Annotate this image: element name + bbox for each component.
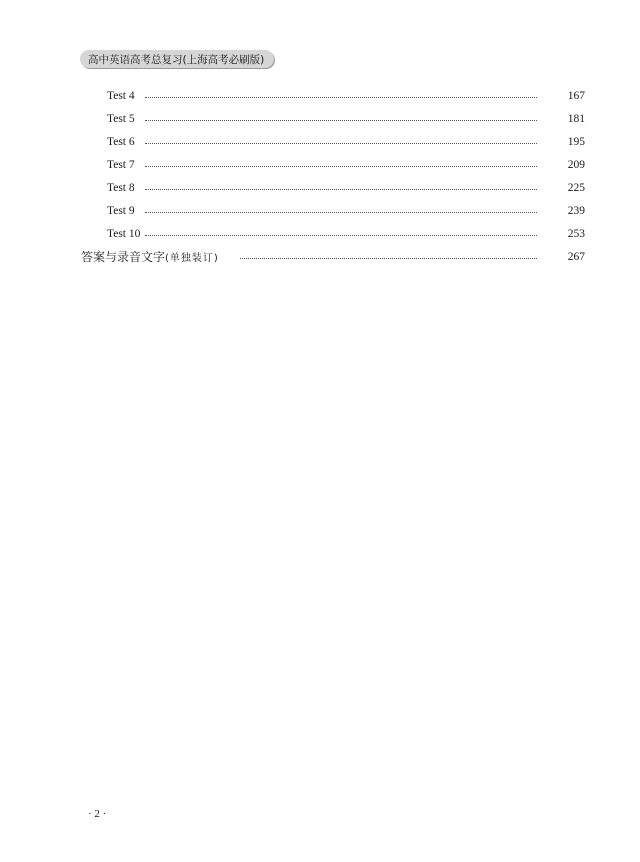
toc-entry-page: 253 — [567, 228, 585, 240]
toc-entry-test-8[interactable] — [0, 180, 640, 196]
toc-entry-test-9[interactable] — [0, 203, 640, 219]
toc-entry-label: Test 7 — [107, 159, 135, 171]
answers-title: 答案与录音文字 — [81, 250, 166, 264]
toc-entry-page: 225 — [567, 182, 585, 194]
book-title: 高中英语高考总复习(上海高考必刷版) — [88, 53, 265, 66]
toc-entry-test-6[interactable] — [0, 134, 640, 150]
toc-entry-label — [81, 249, 219, 267]
toc-entry-label: Test 5 — [107, 113, 135, 125]
dot-leader — [240, 258, 537, 259]
toc-entry-page: 167 — [567, 90, 585, 102]
answers-note: (单独装订) — [165, 253, 219, 264]
toc-entry-test-4[interactable] — [0, 88, 640, 104]
dot-leader — [145, 189, 537, 190]
toc-entry-page: 181 — [567, 113, 585, 125]
page-number: · 2 · — [88, 808, 107, 820]
toc-entry-label: Test 6 — [107, 136, 135, 148]
toc-entry-label: Test 4 — [107, 90, 135, 102]
dot-leader — [145, 120, 537, 121]
toc-entry-page: 267 — [567, 251, 585, 263]
toc-entry-label: Test 9 — [107, 205, 135, 217]
dot-leader — [145, 212, 537, 213]
toc-entry-page: 195 — [567, 136, 585, 148]
toc-entry-label: Test 10 — [107, 228, 141, 240]
dot-leader — [145, 143, 537, 144]
toc-entry-answers[interactable] — [0, 249, 640, 265]
dot-leader — [145, 166, 537, 167]
dot-leader — [145, 235, 537, 236]
toc-entry-test-5[interactable] — [0, 111, 640, 127]
dot-leader — [145, 97, 537, 98]
toc-entry-label: Test 8 — [107, 182, 135, 194]
toc-entry-page: 239 — [567, 205, 585, 217]
toc-entry-test-7[interactable] — [0, 157, 640, 173]
toc-entry-test-10[interactable] — [0, 226, 640, 242]
toc-entry-page: 209 — [567, 159, 585, 171]
